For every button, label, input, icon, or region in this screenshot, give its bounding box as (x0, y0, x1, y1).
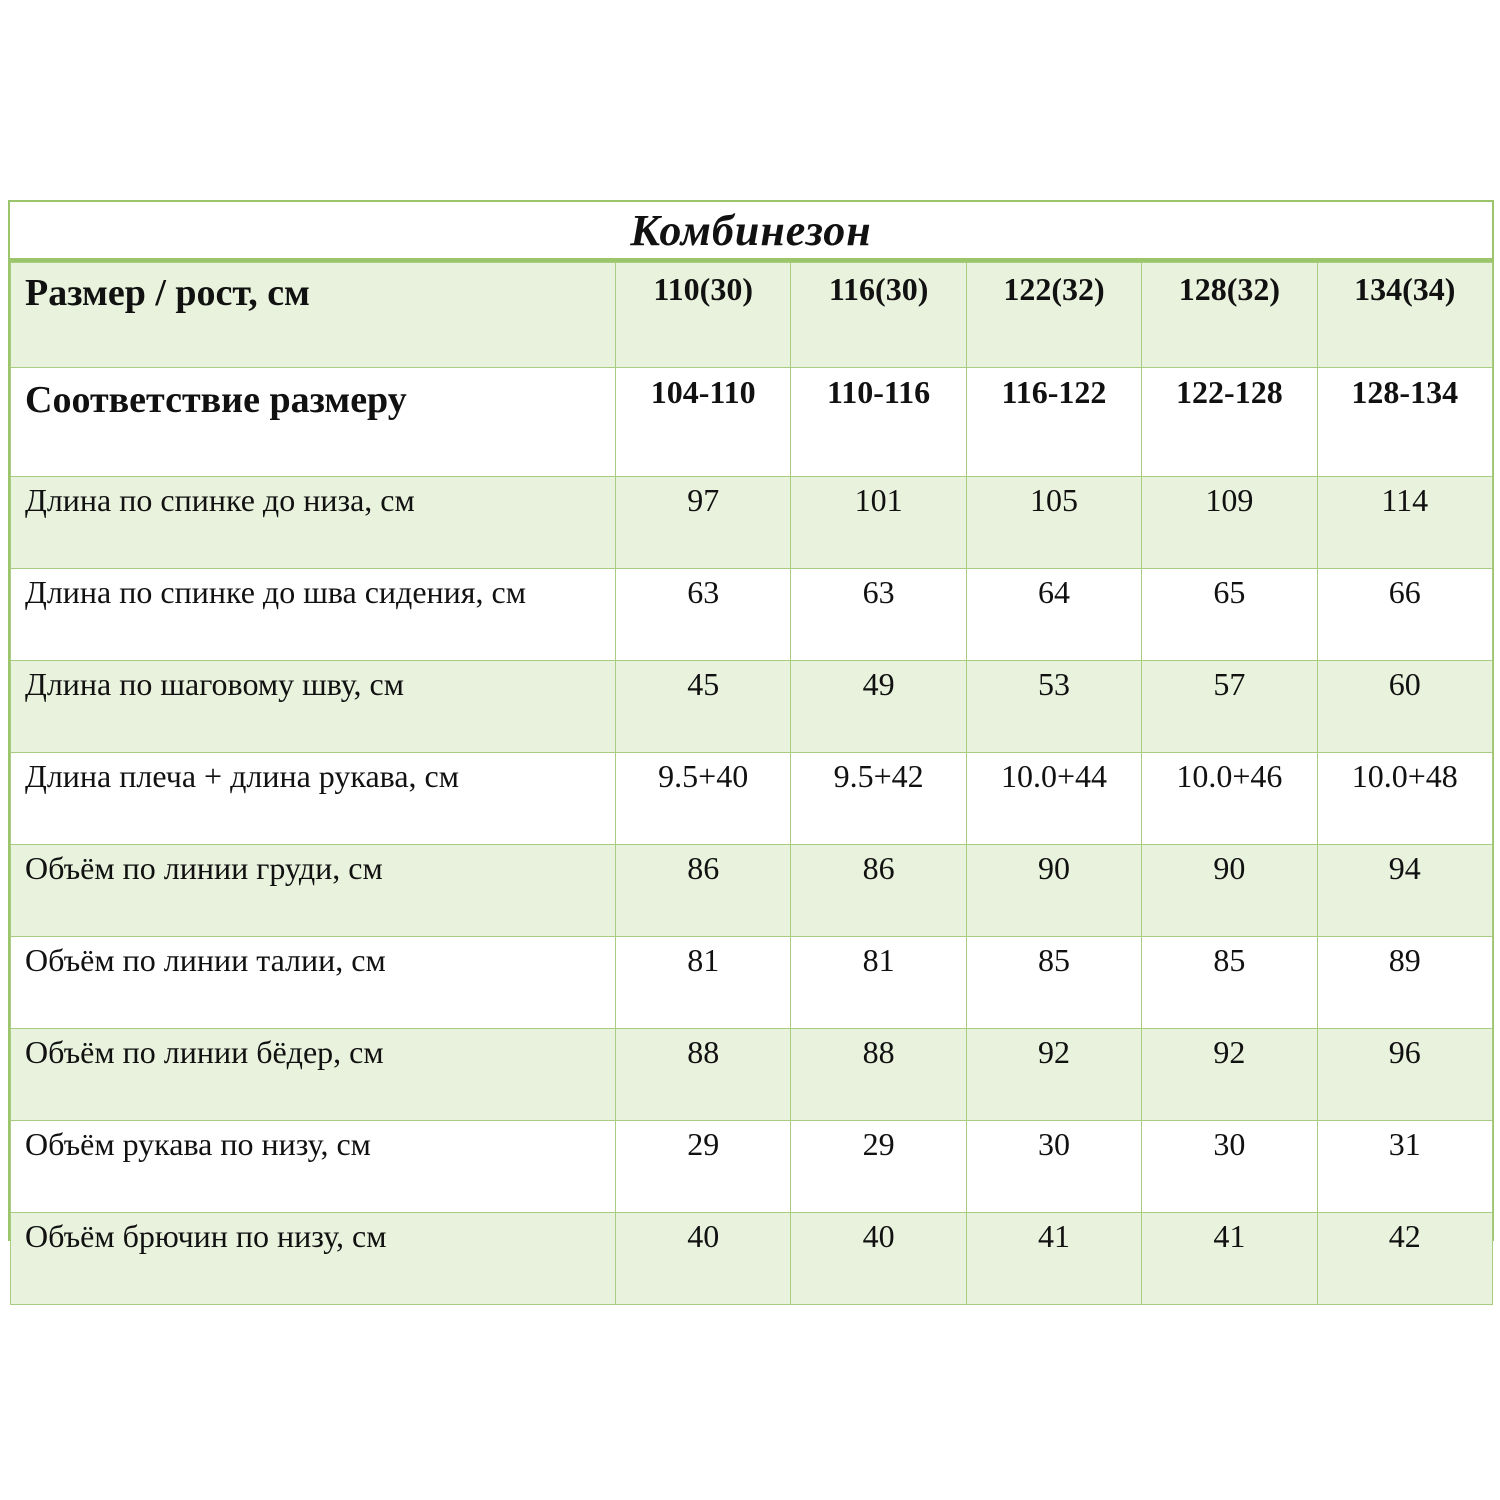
measurement-value: 96 (1317, 1029, 1492, 1121)
measurement-label: Объём по линии груди, см (11, 845, 616, 937)
size-chart-table (8, 200, 1494, 1254)
measurement-value: 88 (616, 1029, 791, 1121)
measurement-value: 94 (1317, 845, 1492, 937)
measurement-value: 92 (1142, 1029, 1317, 1121)
measurement-row (11, 845, 1493, 937)
measurement-value: 81 (791, 937, 966, 1029)
measurement-value: 42 (1317, 1213, 1492, 1305)
measurement-value: 41 (1142, 1213, 1317, 1305)
measurement-value: 63 (616, 569, 791, 661)
size-table (10, 262, 1493, 1305)
measurement-value: 9.5+42 (791, 753, 966, 845)
size-header-row (11, 263, 1493, 368)
measurement-value: 10.0+44 (966, 753, 1141, 845)
correspondence-cell: 128-134 (1317, 368, 1492, 477)
table-title: Комбинезон (10, 202, 1492, 262)
correspondence-cell: 110-116 (791, 368, 966, 477)
measurement-row (11, 477, 1493, 569)
measurement-row (11, 569, 1493, 661)
measurement-row (11, 1213, 1493, 1305)
measurement-value: 31 (1317, 1121, 1492, 1213)
measurement-value: 90 (1142, 845, 1317, 937)
measurement-value: 88 (791, 1029, 966, 1121)
measurement-value: 10.0+48 (1317, 753, 1492, 845)
correspondence-cell: 122-128 (1142, 368, 1317, 477)
measurement-value: 63 (791, 569, 966, 661)
measurement-value: 85 (966, 937, 1141, 1029)
measurement-value: 89 (1317, 937, 1492, 1029)
measurement-value: 101 (791, 477, 966, 569)
correspondence-cell: 116-122 (966, 368, 1141, 477)
measurement-value: 66 (1317, 569, 1492, 661)
measurement-value: 92 (966, 1029, 1141, 1121)
measurement-value: 105 (966, 477, 1141, 569)
measurement-label: Объём по линии бёдер, см (11, 1029, 616, 1121)
measurement-value: 40 (791, 1213, 966, 1305)
size-header-cell: 122(32) (966, 263, 1141, 368)
measurement-value: 81 (616, 937, 791, 1029)
measurement-value: 60 (1317, 661, 1492, 753)
measurement-value: 29 (616, 1121, 791, 1213)
measurement-label: Объём рукава по низу, см (11, 1121, 616, 1213)
measurement-value: 29 (791, 1121, 966, 1213)
size-header-cell: 110(30) (616, 263, 791, 368)
measurement-label: Длина плеча + длина рукава, см (11, 753, 616, 845)
size-header-cell: 134(34) (1317, 263, 1492, 368)
measurement-label: Объём по линии талии, см (11, 937, 616, 1029)
measurement-value: 86 (616, 845, 791, 937)
measurement-row (11, 753, 1493, 845)
measurement-row (11, 937, 1493, 1029)
measurement-row (11, 1121, 1493, 1213)
measurement-value: 53 (966, 661, 1141, 753)
measurement-label: Длина по шаговому шву, см (11, 661, 616, 753)
correspondence-cell: 104-110 (616, 368, 791, 477)
measurement-value: 114 (1317, 477, 1492, 569)
measurement-value: 41 (966, 1213, 1141, 1305)
measurement-value: 9.5+40 (616, 753, 791, 845)
measurement-row (11, 1029, 1493, 1121)
correspondence-label: Соответствие размеру (11, 368, 616, 477)
measurement-value: 109 (1142, 477, 1317, 569)
measurement-value: 30 (966, 1121, 1141, 1213)
measurement-value: 30 (1142, 1121, 1317, 1213)
correspondence-row (11, 368, 1493, 477)
measurement-label: Объём брючин по низу, см (11, 1213, 616, 1305)
size-header-cell: 116(30) (791, 263, 966, 368)
measurement-value: 90 (966, 845, 1141, 937)
measurement-label: Длина по спинке до низа, см (11, 477, 616, 569)
measurement-value: 40 (616, 1213, 791, 1305)
measurement-value: 10.0+46 (1142, 753, 1317, 845)
measurement-value: 45 (616, 661, 791, 753)
measurement-value: 85 (1142, 937, 1317, 1029)
measurement-value: 49 (791, 661, 966, 753)
size-header-cell: 128(32) (1142, 263, 1317, 368)
measurement-value: 57 (1142, 661, 1317, 753)
measurement-value: 97 (616, 477, 791, 569)
measurement-label: Длина по спинке до шва сидения, см (11, 569, 616, 661)
size-header-label: Размер / рост, см (11, 263, 616, 368)
measurement-row (11, 661, 1493, 753)
measurement-value: 65 (1142, 569, 1317, 661)
measurement-value: 86 (791, 845, 966, 937)
measurement-value: 64 (966, 569, 1141, 661)
